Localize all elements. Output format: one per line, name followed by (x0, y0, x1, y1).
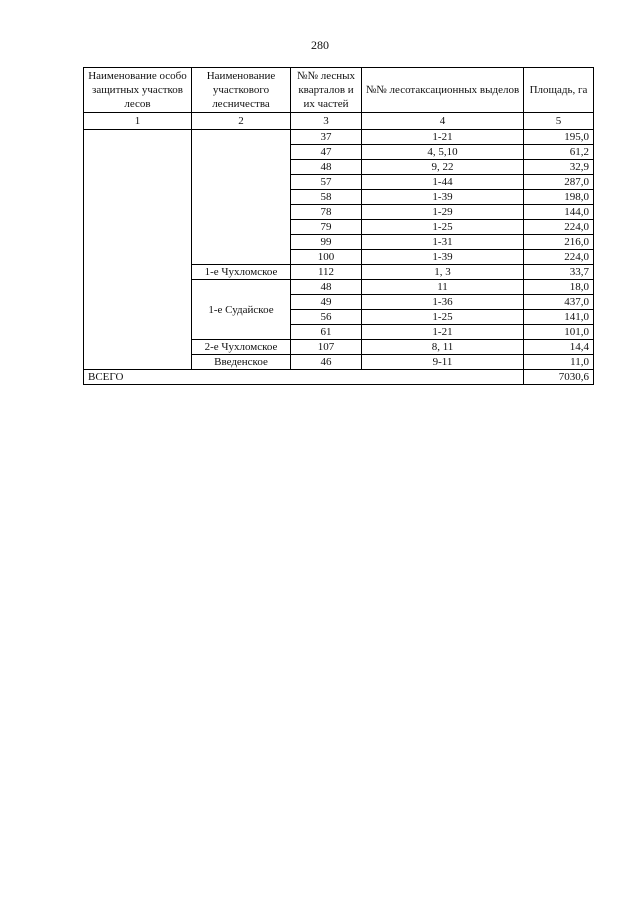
column-number-row (84, 113, 594, 130)
area-cell: 32,9 (524, 160, 594, 175)
allotments-cell: 1-25 (362, 220, 524, 235)
forestry-cell: 1-е Чухломское (192, 265, 291, 280)
area-cell: 61,2 (524, 145, 594, 160)
area-cell: 18,0 (524, 280, 594, 295)
total-label: ВСЕГО (84, 370, 524, 385)
allotments-cell: 1-21 (362, 325, 524, 340)
area-cell: 437,0 (524, 295, 594, 310)
area-cell: 224,0 (524, 250, 594, 265)
area-cell: 287,0 (524, 175, 594, 190)
header-allotments: №№ лесотаксационных выделов (362, 68, 524, 113)
area-cell: 224,0 (524, 220, 594, 235)
area-cell: 33,7 (524, 265, 594, 280)
forestry-cell: Введенское (192, 355, 291, 370)
area-cell: 101,0 (524, 325, 594, 340)
allotments-cell: 8, 11 (362, 340, 524, 355)
quarter-cell: 57 (291, 175, 362, 190)
allotments-cell: 1-29 (362, 205, 524, 220)
allotments-cell: 4, 5,10 (362, 145, 524, 160)
forestry-cell (192, 130, 291, 265)
table-header-row (84, 68, 594, 113)
quarter-cell: 112 (291, 265, 362, 280)
area-cell: 195,0 (524, 130, 594, 145)
forest-areas-table (83, 67, 594, 385)
forestry-cell: 1-е Судайское (192, 280, 291, 340)
quarter-cell: 58 (291, 190, 362, 205)
column-number: 5 (524, 113, 594, 130)
header-protected-areas: Наименование особо защитных участков лесов (84, 68, 192, 113)
allotments-cell: 1-25 (362, 310, 524, 325)
protected-area-cell (84, 130, 192, 370)
forestry-cell: 2-е Чухломское (192, 340, 291, 355)
table-row (84, 130, 594, 145)
quarter-cell: 46 (291, 355, 362, 370)
column-number: 4 (362, 113, 524, 130)
allotments-cell: 9-11 (362, 355, 524, 370)
area-cell: 144,0 (524, 205, 594, 220)
quarter-cell: 79 (291, 220, 362, 235)
total-row (84, 370, 594, 385)
area-cell: 198,0 (524, 190, 594, 205)
total-area: 7030,6 (524, 370, 594, 385)
area-cell: 216,0 (524, 235, 594, 250)
quarter-cell: 48 (291, 280, 362, 295)
allotments-cell: 1-39 (362, 190, 524, 205)
allotments-cell: 11 (362, 280, 524, 295)
area-cell: 141,0 (524, 310, 594, 325)
quarter-cell: 99 (291, 235, 362, 250)
allotments-cell: 1-39 (362, 250, 524, 265)
area-cell: 11,0 (524, 355, 594, 370)
quarter-cell: 49 (291, 295, 362, 310)
quarter-cell: 107 (291, 340, 362, 355)
column-number: 1 (84, 113, 192, 130)
allotments-cell: 9, 22 (362, 160, 524, 175)
quarter-cell: 37 (291, 130, 362, 145)
page-number: 280 (311, 38, 329, 52)
header-quarters: №№ лесных кварталов и их частей (291, 68, 362, 113)
quarter-cell: 100 (291, 250, 362, 265)
quarter-cell: 56 (291, 310, 362, 325)
column-number: 3 (291, 113, 362, 130)
allotments-cell: 1-44 (362, 175, 524, 190)
quarter-cell: 47 (291, 145, 362, 160)
column-number: 2 (192, 113, 291, 130)
allotments-cell: 1-36 (362, 295, 524, 310)
allotments-cell: 1-21 (362, 130, 524, 145)
allotments-cell: 1-31 (362, 235, 524, 250)
quarter-cell: 48 (291, 160, 362, 175)
quarter-cell: 61 (291, 325, 362, 340)
area-cell: 14,4 (524, 340, 594, 355)
header-area: Площадь, га (524, 68, 594, 113)
header-forestry: Наименование участкового лесничества (192, 68, 291, 113)
quarter-cell: 78 (291, 205, 362, 220)
allotments-cell: 1, 3 (362, 265, 524, 280)
